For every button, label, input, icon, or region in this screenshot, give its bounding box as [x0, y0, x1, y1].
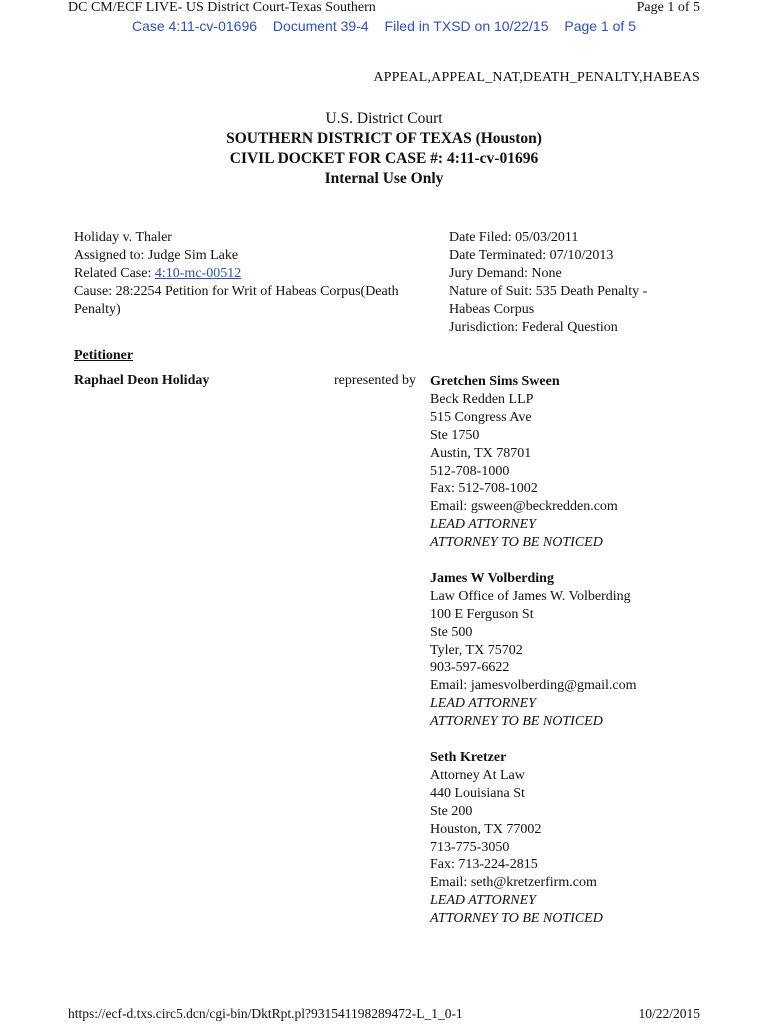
stamp-document: Document 39-4 — [272, 18, 369, 34]
attorney-phone: 512-708-1000 — [430, 463, 510, 479]
header-title: DC CM/ECF LIVE- US District Court-Texas Southern — [68, 0, 376, 15]
attorney-suite: Ste 1750 — [430, 427, 480, 443]
footer-url: https://ecf-d.txs.circ5.dcn/cgi-bin/DktRpt.pl?931541198289472-L_1_0-1 — [68, 1006, 463, 1021]
petitioner-heading: Petitioner — [74, 348, 134, 363]
header-page-number: Page 1 of 5 — [636, 0, 700, 15]
attorney-name: Seth Kretzer — [430, 750, 507, 765]
attorney-entry — [430, 373, 730, 552]
attorney-name: James W Volberding — [430, 570, 554, 586]
attorney-city: Austin, TX 78701 — [430, 445, 532, 461]
footer-date: 10/22/2015 — [638, 1006, 700, 1021]
case-dates — [449, 229, 689, 337]
jurisdiction: Jurisdiction: Federal Question — [449, 320, 618, 335]
attorney-email: Email: seth@kretzerfirm.com — [430, 875, 597, 891]
jury-demand: Jury Demand: None — [449, 266, 562, 281]
attorney-suite: Ste 500 — [430, 624, 473, 640]
case-caption: Holiday v. Thaler — [74, 230, 172, 245]
attorney-city: Houston, TX 77002 — [430, 821, 542, 837]
stamp-filed: Filed in TXSD on 10/22/15 — [384, 18, 549, 34]
case-info — [74, 229, 434, 319]
assigned-judge: Assigned to: Judge Sim Lake — [74, 248, 239, 263]
petitioner-name: Raphael Deon Holiday — [74, 373, 210, 388]
nature-of-suit: Nature of Suit: 535 Death Penalty - Habeas Corpus — [449, 284, 648, 317]
related-case-link[interactable]: 4:10-mc-00512 — [154, 266, 242, 281]
attorney-role-noticed: ATTORNEY TO BE NOTICED — [430, 535, 603, 551]
district-name: SOUTHERN DISTRICT OF TEXAS (Houston) — [226, 130, 542, 147]
attorney-street: 515 Congress Ave — [430, 409, 532, 425]
attorney-city: Tyler, TX 75702 — [430, 642, 523, 658]
attorney-role-lead: LEAD ATTORNEY — [430, 517, 536, 533]
attorney-role-noticed: ATTORNEY TO BE NOTICED — [430, 714, 603, 730]
attorney-street: 100 E Ferguson St — [430, 606, 534, 622]
attorney-email: Email: jamesvolberding@gmail.com — [430, 678, 637, 694]
filing-stamp — [0, 18, 768, 34]
attorney-phone: 903-597-6622 — [430, 660, 510, 676]
attorney-role-lead: LEAD ATTORNEY — [430, 696, 536, 712]
related-case-label: Related Case: — [74, 266, 155, 281]
docket-heading: CIVIL DOCKET FOR CASE #: 4:11-cv-01696 — [229, 150, 539, 167]
case-cause: Cause: 28:2254 Petition for Writ of Habeas Corpus(Death Penalty) — [74, 284, 399, 317]
attorney-street: 440 Louisiana St — [430, 785, 525, 801]
attorney-role-lead: LEAD ATTORNEY — [430, 893, 536, 909]
attorney-firm: Attorney At Law — [430, 767, 525, 783]
attorney-role-noticed: ATTORNEY TO BE NOTICED — [430, 911, 603, 927]
attorney-suite: Ste 200 — [430, 803, 473, 819]
attorney-fax: Fax: 512-708-1002 — [430, 481, 538, 497]
stamp-page: Page 1 of 5 — [564, 18, 636, 34]
case-flags: APPEAL,APPEAL_NAT,DEATH_PENALTY,HABEAS — [373, 70, 700, 85]
attorney-name: Gretchen Sims Sween — [430, 374, 560, 389]
attorney-phone: 713-775-3050 — [430, 839, 510, 855]
attorney-fax: Fax: 713-224-2815 — [430, 857, 538, 873]
date-terminated: Date Terminated: 07/10/2013 — [449, 248, 614, 263]
related-case — [74, 265, 434, 283]
attorney-firm: Law Office of James W. Volberding — [430, 588, 631, 604]
attorney-entry — [430, 570, 730, 731]
court-name: U.S. District Court — [325, 110, 443, 127]
attorney-list — [430, 373, 730, 946]
stamp-case: Case 4:11-cv-01696 — [131, 18, 258, 34]
represented-by-label: represented by — [334, 373, 417, 388]
attorney-email: Email: gsween@beckredden.com — [430, 499, 618, 515]
attorney-entry — [430, 749, 730, 928]
attorney-firm: Beck Redden LLP — [430, 391, 534, 407]
internal-use-label: Internal Use Only — [324, 170, 444, 187]
date-filed: Date Filed: 05/03/2011 — [449, 230, 579, 245]
docket-title — [0, 109, 768, 189]
